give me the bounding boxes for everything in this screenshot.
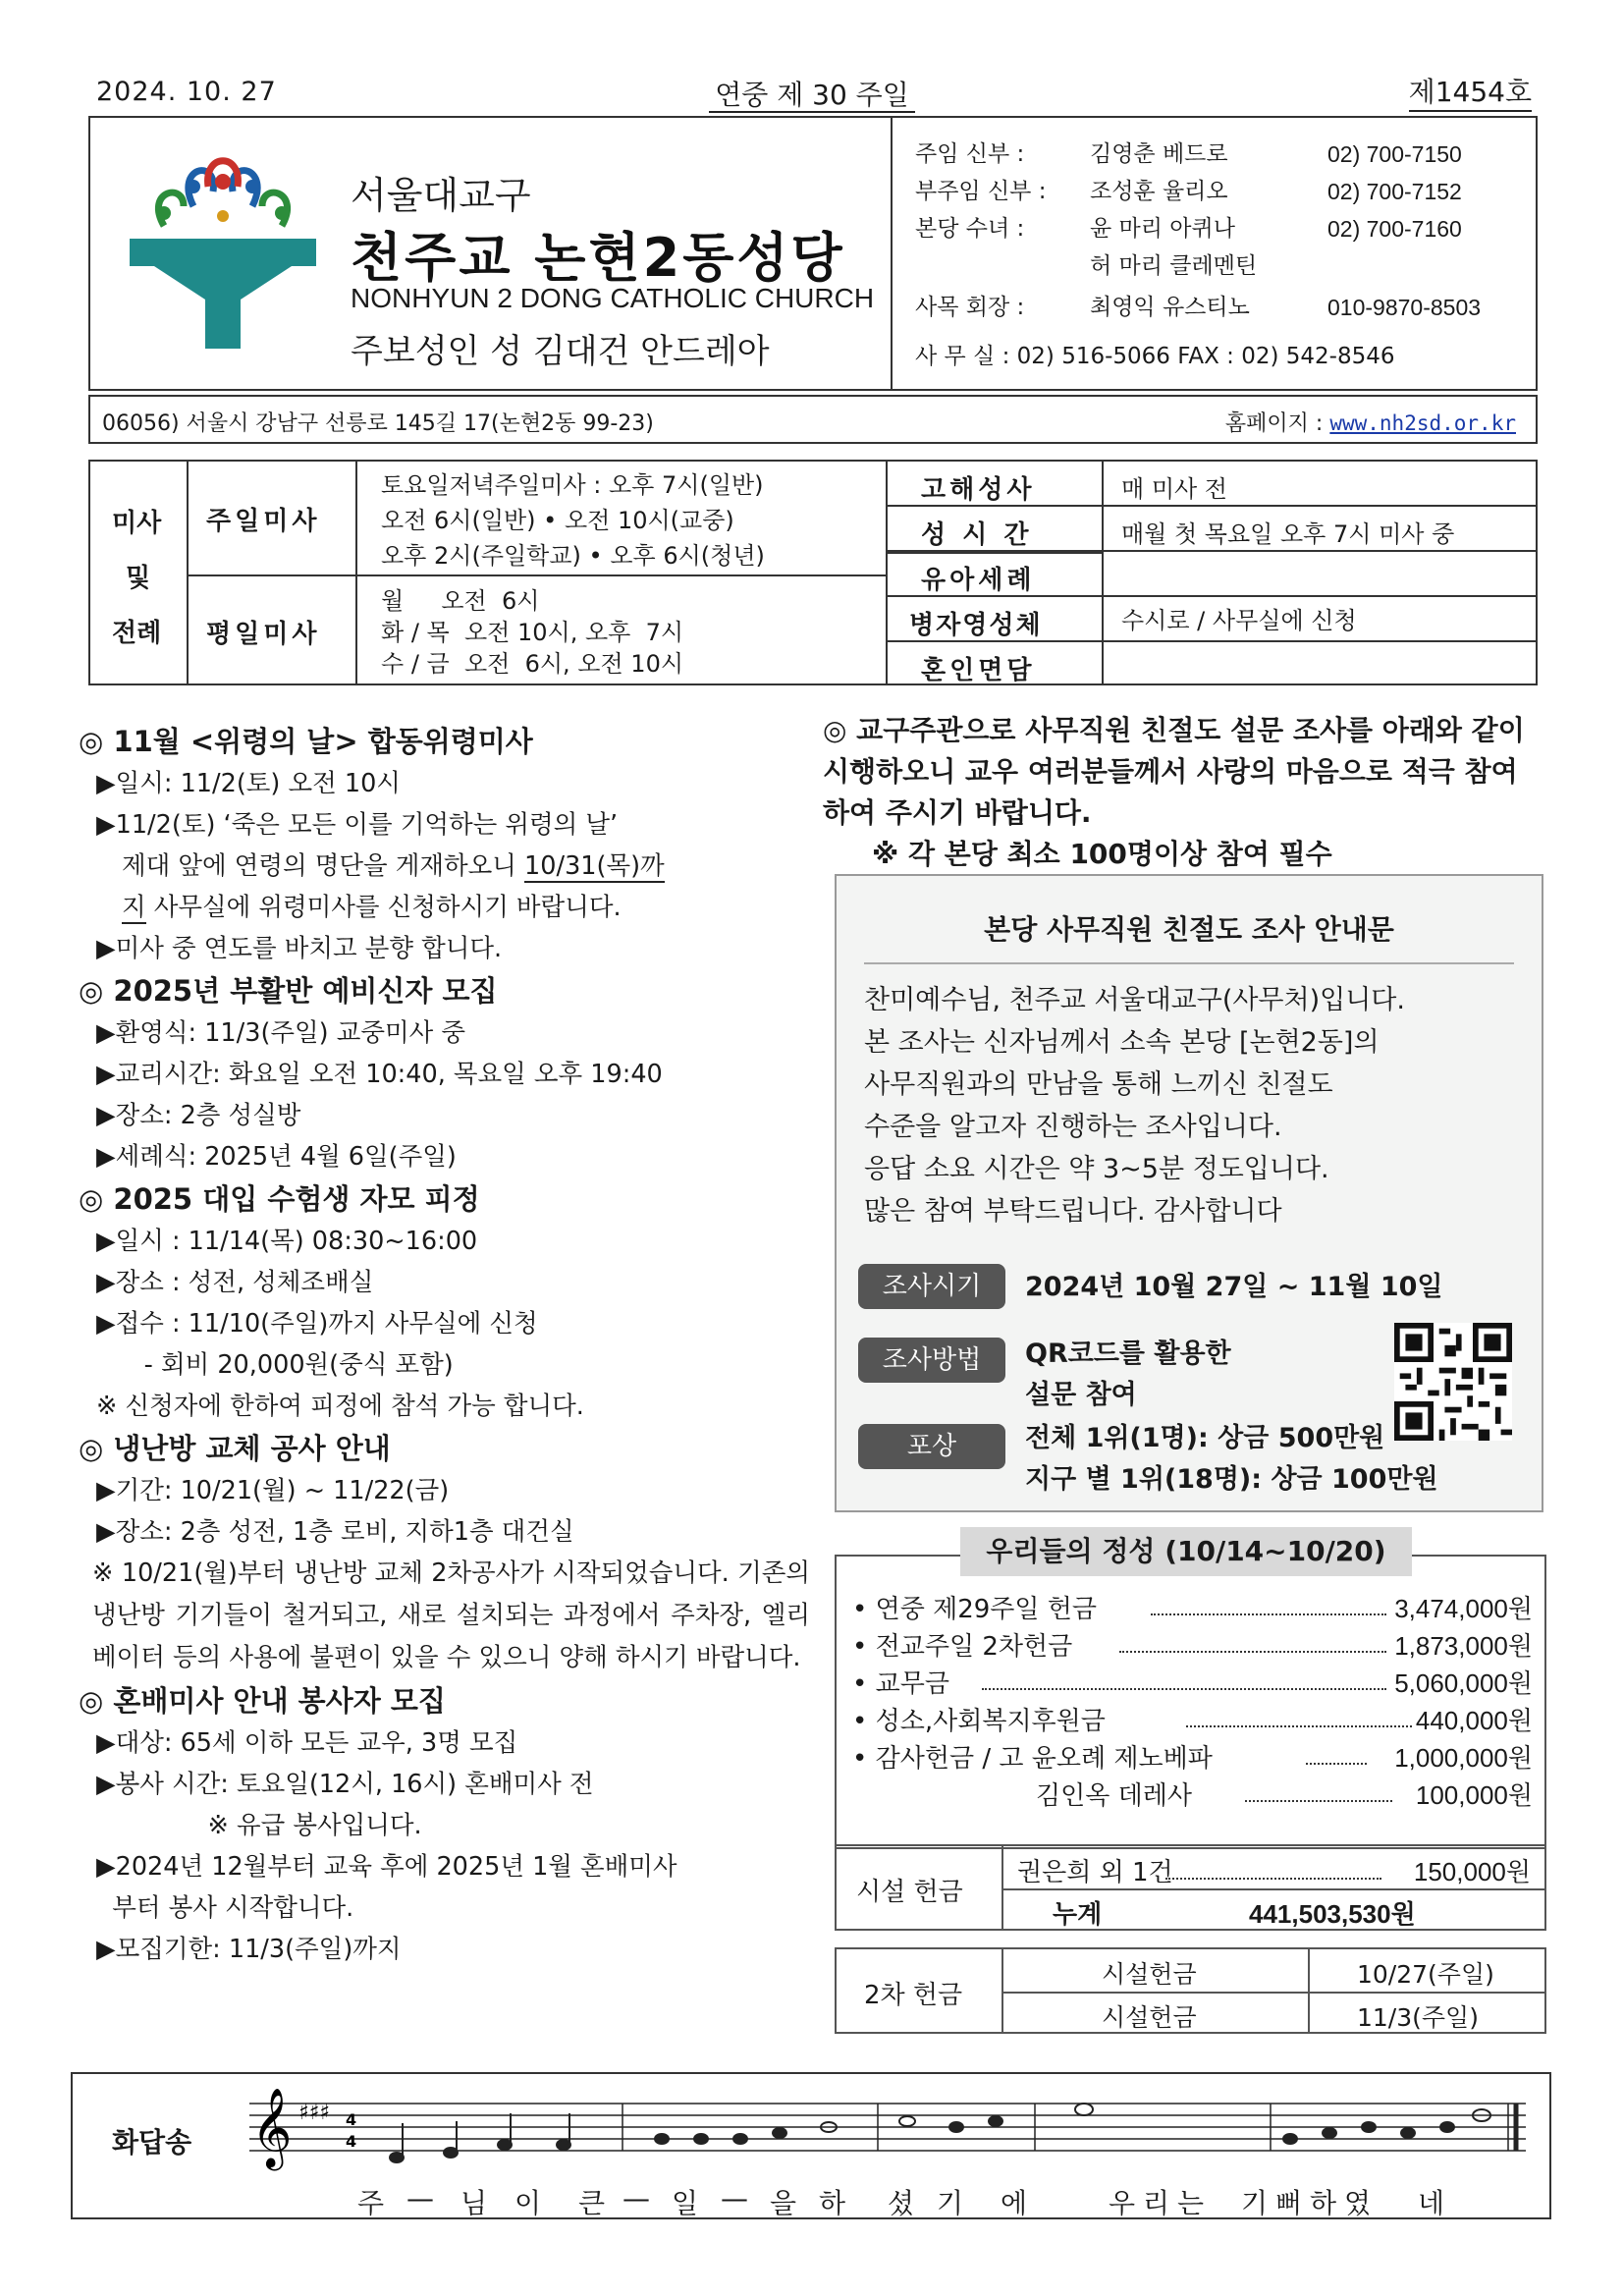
offering-amount: 1,000,000원 — [1394, 1743, 1533, 1773]
contact-role: 부주임 신부 : — [915, 179, 1047, 204]
offering-title: 우리들의 정성 (10/14~10/20) — [960, 1527, 1412, 1576]
survey-body-line: 찬미예수님, 천주교 서울대교구(사무처)입니다. — [864, 985, 1405, 1015]
contact-phone: 02) 700-7150 — [1327, 141, 1462, 167]
office-text: 사 무 실 : 02) 516-5066 FAX : 02) 542-8546 — [915, 344, 1395, 369]
deadline-text: 10/31(목)까 — [524, 851, 665, 881]
offering-amount: 100,000원 — [1415, 1780, 1533, 1810]
section-line: ▶기간: 10/21(월) ~ 11/22(금) — [96, 1476, 450, 1505]
contact-row — [915, 247, 1524, 285]
survey-prize-line: 지구 별 1위(18명): 상금 100만원 — [1025, 1464, 1438, 1495]
survey-body — [864, 979, 1405, 1232]
section-line: ▶세례식: 2025년 4월 6일(주일) — [96, 1142, 457, 1172]
church-header — [88, 116, 1538, 391]
svg-text:4: 4 — [346, 2132, 357, 2151]
contact-phone: 02) 700-7152 — [1327, 179, 1462, 204]
left-column — [79, 720, 810, 1970]
offering-item: • 연중 제29주일 헌금 — [852, 1595, 1098, 1624]
contact-row — [915, 210, 1524, 247]
lyric-syllable: 에 — [1001, 2187, 1028, 2219]
survey-notice — [835, 874, 1543, 1512]
section-line: ※ 신청자에 한하여 피정에 참석 가능 합니다. — [96, 1392, 584, 1421]
lyric-syllable: 네 — [1418, 2187, 1445, 2219]
survey-prize-line: 전체 1위(1명): 상금 500만원 — [1025, 1423, 1385, 1453]
church-name-english: NONHYUN 2 DONG CATHOLIC CHURCH — [351, 283, 875, 313]
lyric-syllable: 기 — [1241, 2187, 1269, 2219]
lyric-syllable: 뻐 — [1275, 2187, 1303, 2219]
sunday-mass-line: 오후 2시(주일학교) • 오후 6시(청년) — [381, 542, 765, 570]
sacrament-value: 매월 첫 목요일 오후 7시 미사 중 — [1121, 520, 1455, 548]
contact-row — [915, 136, 1524, 173]
survey-method — [1025, 1334, 1231, 1416]
offering-amount: 1,873,000원 — [1394, 1631, 1533, 1661]
offering-item: 김인옥 데레사 — [1036, 1781, 1192, 1811]
section-line: - 회비 20,000원(중식 포함) — [96, 1350, 454, 1380]
lyric-syllable: 님 — [460, 2187, 488, 2219]
sacrament-value: 매 미사 전 — [1121, 475, 1227, 503]
lyric-syllable: — — [721, 2182, 748, 2214]
mass-schedule-table — [88, 460, 1538, 685]
survey-body-line: 응답 소요 시간은 약 3~5분 정도입니다. — [864, 1154, 1329, 1184]
sacrament-value: 수시로 / 사무실에 신청 — [1121, 607, 1357, 634]
sunday-mass-line: 토요일저녁주일미사 : 오후 7시(일반) — [381, 471, 764, 499]
lyric-syllable: 하 — [1310, 2187, 1337, 2219]
section-title: ◎ 2025 대입 수험생 자모 피정 — [79, 1182, 480, 1216]
facility-label: 시설 헌금 — [856, 1878, 963, 1907]
lyric-syllable: 는 — [1177, 2187, 1205, 2219]
survey-requirement: ※ 각 본당 최소 100명이상 참여 필수 — [872, 838, 1332, 870]
survey-method-label: 조사방법 — [858, 1338, 1005, 1383]
section-title: ◎ 11월 <위령의 날> 합동위령미사 — [79, 725, 533, 758]
weekday-mass-line: 월 오전 6시 — [381, 587, 540, 615]
contact-name: 윤 마리 아퀴나 — [1090, 216, 1235, 242]
lyric-syllable: 주 — [357, 2187, 385, 2219]
survey-body-line: 본 조사는 신자님께서 소속 본당 [논현2동]의 — [864, 1027, 1380, 1058]
total-amount: 441,503,530원 — [1249, 1899, 1416, 1929]
lyric-syllable: 셨 — [888, 2187, 915, 2219]
contact-name: 최영익 유스티노 — [1090, 295, 1250, 320]
section-line: ▶대상: 65세 이하 모든 교우, 3명 모집 — [96, 1728, 518, 1758]
lyric-syllable: 큰 — [578, 2187, 606, 2219]
office-contact — [915, 338, 1524, 375]
survey-period: 2024년 10월 27일 ~ 11월 10일 — [1025, 1272, 1443, 1302]
second-collection-date: 11/3(주일) — [1357, 2003, 1479, 2032]
facility-name: 권은희 외 1건 — [1017, 1858, 1173, 1887]
bulletin-date: 2024. 10. 27 — [96, 77, 277, 107]
contact-name: 조성훈 율리오 — [1090, 179, 1228, 204]
second-collection-label: 2차 헌금 — [864, 1981, 963, 2010]
sacrament-label: 혼인면담 — [921, 656, 1036, 685]
offering-amount: 440,000원 — [1415, 1706, 1533, 1735]
responsorial-psalm — [71, 2072, 1551, 2219]
liturgical-week: 연중 제 30 주일 — [0, 74, 1624, 113]
total-label: 누계 — [1053, 1900, 1103, 1930]
section-line: ▶일시: 11/2(토) 오전 10시 — [96, 769, 401, 798]
survey-body-line: 수준을 알고자 진행하는 조사입니다. — [864, 1112, 1282, 1142]
right-column — [823, 710, 1549, 875]
survey-prize-label: 포상 — [858, 1424, 1005, 1469]
section-line: ▶미사 중 연도를 바치고 분향 합니다. — [96, 934, 503, 963]
section-title: ◎ 혼배미사 안내 봉사자 모집 — [79, 1684, 446, 1718]
deadline-text: 지 — [122, 893, 146, 922]
lyric-syllable: 리 — [1143, 2187, 1170, 2219]
section-line: ▶장소: 2층 성실방 — [96, 1101, 301, 1130]
diocese-name: 서울대교구 — [351, 174, 531, 217]
qr-code-icon[interactable] — [1394, 1323, 1512, 1441]
second-collection-name: 시설헌금 — [1102, 1960, 1197, 1989]
lyric-syllable: 이 — [514, 2187, 542, 2219]
sacrament-label: 성 시 간 — [921, 520, 1033, 550]
homepage-label: 홈페이지 : — [1224, 411, 1324, 436]
section-line: ▶환영식: 11/3(주일) 교중미사 중 — [96, 1018, 466, 1048]
survey-method-line: 설문 참여 — [1025, 1380, 1137, 1410]
survey-body-line: 많은 참여 부탁드립니다. 감사합니다 — [864, 1196, 1282, 1227]
svg-text:4: 4 — [346, 2110, 357, 2129]
lyric-syllable: — — [406, 2182, 434, 2214]
psalm-label: 화답송 — [112, 2126, 192, 2159]
contact-phone: 02) 700-7160 — [1327, 216, 1462, 242]
section-line: 부터 봉사 시작합니다. — [96, 1893, 354, 1923]
section-line: ▶봉사 시간: 토요일(12시, 16시) 혼배미사 전 — [96, 1770, 594, 1799]
text: 사무실에 위령미사를 신청하시기 바랍니다. — [145, 893, 622, 922]
issue-number: 제1454호 — [1409, 71, 1532, 112]
survey-intro: ◎ 교구주관으로 사무직원 친절도 설문 조사를 아래와 같이 시행하오니 교우 여러분들께서 사랑의 마음으로 적극 참여하여 주시기 바랍니다. — [823, 714, 1525, 829]
church-address: 06056) 서울시 강남구 선릉로 145길 17(논현2동 99-23) — [102, 411, 654, 436]
second-collection-name: 시설헌금 — [1102, 2003, 1197, 2032]
music-staff-icon — [249, 2084, 1536, 2177]
offering-item: • 감사헌금 / 고 윤오례 제노베파 — [852, 1744, 1213, 1774]
contact-row — [915, 173, 1524, 210]
survey-title: 본당 사무직원 친절도 조사 안내문 — [984, 913, 1394, 946]
mass-label-2: 및 — [126, 564, 151, 593]
lyric-syllable: 하 — [819, 2187, 846, 2219]
offering-amount: 3,474,000원 — [1394, 1594, 1533, 1623]
address-bar — [88, 395, 1538, 444]
contact-role: 주임 신부 : — [915, 141, 1025, 167]
facility-amount: 150,000원 — [1413, 1857, 1531, 1886]
offering-amount: 5,060,000원 — [1394, 1668, 1533, 1698]
section-note: ※ 10/21(월)부터 냉난방 교체 2차공사가 시작되었습니다. 기존의 냉난방 기기들이 철거되고, 새로 설치되는 과정에서 주차장, 엘리베이터 등의 사용에 불편이 있을 수 있으니 양해 하시기 바랍니다. — [92, 1558, 810, 1672]
section-line: ※ 유급 봉사입니다. — [96, 1811, 422, 1840]
weekday-mass-line: 수 / 금 오전 6시, 오전 10시 — [381, 650, 684, 678]
contact-name: 허 마리 클레멘틴 — [1090, 253, 1258, 279]
church-name: 천주교 논현2동성당 — [351, 227, 845, 289]
mass-label-1: 미사 — [112, 509, 162, 538]
lyric-syllable: — — [623, 2182, 650, 2214]
lyric-syllable: 일 — [672, 2187, 699, 2219]
sunday-mass-line: 오전 6시(일반) • 오전 10시(교중) — [381, 507, 734, 534]
contact-phone: 010-9870-8503 — [1327, 295, 1482, 320]
facility-offering-table — [835, 1844, 1546, 1931]
section-line — [79, 887, 810, 928]
contact-role: 사목 회장 : — [915, 295, 1025, 320]
sacrament-label: 유아세례 — [921, 566, 1036, 595]
section-line — [79, 846, 810, 887]
text: 제대 앞에 연령의 명단을 게재하오니 — [122, 851, 525, 881]
weekday-mass-line: 화 / 목 오전 10시, 오후 7시 — [381, 619, 684, 646]
survey-method-line: QR코드를 활용한 — [1025, 1339, 1231, 1369]
section-line: ▶2024년 12월부터 교육 후에 2025년 1월 혼배미사 — [96, 1852, 677, 1882]
section-line: ▶장소: 2층 성전, 1층 로비, 지하1층 대건실 — [96, 1517, 574, 1547]
second-collection-date: 10/27(주일) — [1357, 1960, 1494, 1989]
survey-body-line: 사무직원과의 만남을 통해 느끼신 친절도 — [864, 1069, 1333, 1100]
lyric-syllable: 우 — [1109, 2187, 1136, 2219]
offering-item: • 전교주일 2차헌금 — [852, 1632, 1073, 1662]
section-line: ▶일시 : 11/14(목) 08:30~16:00 — [96, 1227, 478, 1256]
section-line: ▶접수 : 11/10(주일)까지 사무실에 신청 — [96, 1309, 538, 1339]
second-collection-table — [835, 1947, 1546, 2034]
patron-saint: 주보성인 성 김대건 안드레아 — [351, 332, 770, 371]
section-line: ▶11/2(토) ‘죽은 모든 이를 기억하는 위령의 날’ — [96, 810, 619, 840]
section-title: ◎ 냉난방 교체 공사 안내 — [79, 1432, 391, 1465]
lyric-syllable: 을 — [770, 2187, 797, 2219]
contact-name: 김영춘 베드로 — [1090, 141, 1228, 167]
mass-label-3: 전례 — [112, 619, 162, 648]
contact-role: 본당 수녀 : — [915, 216, 1025, 242]
homepage-link[interactable]: www.nh2sd.or.kr — [1329, 411, 1516, 435]
offering-item: • 교무금 — [852, 1669, 949, 1699]
weekday-mass-label: 평일미사 — [206, 620, 321, 649]
homepage — [1225, 407, 1516, 437]
svg-text:𝄞: 𝄞 — [251, 2087, 293, 2167]
section-line: ▶장소 : 성전, 성체조배실 — [96, 1268, 374, 1297]
survey-prize — [1025, 1418, 1438, 1501]
sacrament-label: 고해성사 — [921, 475, 1036, 505]
section-title: ◎ 2025년 부활반 예비신자 모집 — [79, 974, 498, 1008]
church-logo-icon — [125, 152, 321, 349]
sacrament-label: 병자영성체 — [909, 611, 1043, 640]
svg-text:♯♯♯: ♯♯♯ — [298, 2101, 330, 2125]
offering-item: • 성소,사회복지후원금 — [852, 1707, 1106, 1736]
sunday-mass-label: 주일미사 — [206, 507, 321, 536]
lyric-syllable: 기 — [937, 2187, 964, 2219]
contact-row — [915, 289, 1524, 326]
section-line: ▶모집기한: 11/3(주일)까지 — [96, 1935, 402, 1964]
section-line: ▶교리시간: 화요일 오전 10:40, 목요일 오후 19:40 — [96, 1060, 663, 1089]
survey-period-label: 조사시기 — [858, 1264, 1005, 1309]
lyric-syllable: 였 — [1344, 2187, 1372, 2219]
contact-list — [915, 136, 1524, 375]
